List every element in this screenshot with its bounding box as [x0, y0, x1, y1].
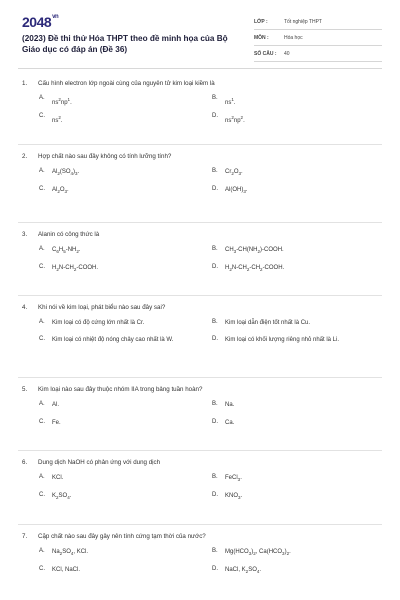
option-text: Kim loại có độ cứng lớn nhất là Cr. — [52, 320, 145, 326]
option-label: D. — [212, 113, 218, 119]
answer-option-c[interactable] — [39, 186, 207, 196]
answer-option-c[interactable] — [39, 264, 207, 274]
answer-option-b[interactable] — [212, 401, 382, 410]
question-stem: Dung dịch NaOH có phản ứng với dung dịch — [38, 459, 161, 466]
option-text: Na. — [225, 402, 235, 408]
header — [0, 0, 400, 62]
question-stem: Cặp chất nào sau đây gây nên tính cứng tạm thời của nước? — [38, 533, 206, 540]
answer-option-a[interactable] — [39, 168, 207, 178]
question-divider — [18, 377, 382, 378]
option-label: C. — [39, 264, 45, 270]
meta-table — [254, 14, 382, 62]
option-text: Kim loại dẫn điện tốt nhất là Cu. — [225, 320, 311, 326]
option-label: D. — [212, 186, 218, 192]
option-label: A. — [39, 548, 45, 554]
option-text: $H_2N-CH_2-CH_2$-COOH. — [225, 265, 285, 273]
option-text: FeCl$_3$. — [225, 475, 242, 483]
question-text — [22, 231, 99, 238]
answer-option-d[interactable] — [212, 113, 382, 126]
option-text: $Cr_2O_3$. — [225, 169, 243, 177]
question-number: 3. — [22, 231, 28, 238]
answer-option-a[interactable] — [39, 246, 207, 256]
option-text: $KNO_3$. — [225, 493, 243, 501]
answer-option-c[interactable] — [39, 419, 207, 428]
site-logo[interactable] — [22, 14, 58, 30]
question-number: 1. — [22, 80, 28, 87]
answer-option-c[interactable] — [39, 113, 207, 126]
option-text: $H_2N-CH_2$-COOH. — [52, 265, 99, 273]
option-label: A. — [39, 168, 45, 174]
question-divider — [18, 144, 382, 145]
answer-option-d[interactable] — [212, 336, 382, 345]
option-label: D. — [212, 419, 218, 425]
option-label: A. — [39, 95, 45, 101]
option-label: B. — [212, 401, 218, 407]
option-text: $C_6H_5-NH_2$. — [52, 247, 81, 255]
answer-option-d[interactable] — [212, 264, 382, 274]
option-text: $ns^2np^1$. — [52, 97, 72, 106]
question-number: 6. — [22, 459, 28, 466]
document-title: (2023) Đề thi thử Hóa THPT theo đề minh họa của Bộ Giáo dục có đáp án (Đề 36) — [22, 34, 228, 54]
question-divider — [18, 295, 382, 296]
option-label: C. — [39, 186, 45, 192]
answer-option-d[interactable] — [212, 186, 382, 196]
option-label: C. — [39, 336, 45, 342]
question-text — [22, 153, 171, 160]
question-text — [22, 459, 160, 466]
option-text: $Na_2SO_4$, KCl. — [52, 549, 89, 557]
option-label: A. — [39, 401, 45, 407]
option-text: NaCl, $K_2SO_4$. — [225, 567, 262, 575]
option-text: $Al_2(SO_4)_3$. — [52, 169, 80, 177]
option-text: Al. — [52, 402, 60, 408]
option-text: $ns^2np^2$. — [225, 115, 245, 124]
meta-label: LỚP : — [254, 18, 268, 25]
option-label: B. — [212, 246, 218, 252]
question-stem: Kim loại nào sau đây thuộc nhóm IIA trong bảng tuần hoàn? — [38, 386, 203, 393]
question-stem: Khi nói về kim loại, phát biểu nào sau đây sai? — [38, 304, 166, 311]
question-number: 5. — [22, 386, 28, 393]
question-divider — [18, 450, 382, 451]
answer-option-a[interactable] — [39, 95, 207, 108]
option-text: Kim loại có nhiệt độ nóng chảy cao nhất là W. — [52, 337, 174, 343]
answer-option-d[interactable] — [212, 566, 382, 576]
option-label: C. — [39, 113, 45, 119]
option-label: A. — [39, 319, 45, 325]
option-text: Ca. — [225, 420, 235, 426]
question-text — [22, 533, 206, 540]
option-label: B. — [212, 474, 218, 480]
meta-value: Hóa học — [284, 34, 303, 41]
question-divider — [18, 524, 382, 525]
question-number: 4. — [22, 304, 28, 311]
option-label: D. — [212, 264, 218, 270]
meta-value: 40 — [284, 50, 290, 57]
answer-option-b[interactable] — [212, 95, 382, 108]
answer-option-b[interactable] — [212, 474, 382, 484]
meta-row-subject — [254, 30, 382, 46]
question-number: 2. — [22, 153, 28, 160]
option-text: $ns^2$. — [52, 115, 63, 124]
option-label: D. — [212, 336, 218, 342]
answer-option-b[interactable] — [212, 246, 382, 256]
question-text — [22, 386, 202, 393]
option-label: A. — [39, 246, 45, 252]
answer-option-c[interactable] — [39, 336, 207, 345]
option-text: Kim loại có khối lượng riêng nhỏ nhất là Li. — [225, 337, 340, 343]
option-label: B. — [212, 548, 218, 554]
answer-option-d[interactable] — [212, 419, 382, 428]
answer-option-a[interactable] — [39, 319, 207, 328]
option-label: A. — [39, 474, 45, 480]
meta-value: Tốt nghiệp THPT — [284, 18, 322, 25]
meta-label: MÔN : — [254, 34, 269, 41]
option-label: B. — [212, 95, 218, 101]
option-label: B. — [212, 168, 218, 174]
option-text: $Al(OH)_3$. — [225, 187, 248, 195]
answer-option-c[interactable] — [39, 566, 207, 575]
option-text: KCl, NaCl. — [52, 567, 81, 573]
answer-option-a[interactable] — [39, 548, 207, 558]
logo-text: 2048 — [22, 14, 52, 30]
option-label: C. — [39, 492, 45, 498]
question-text — [22, 304, 165, 311]
meta-row-class — [254, 14, 382, 30]
option-text: $CH_3-CH(NH_2)$-COOH. — [225, 247, 284, 255]
answer-option-a[interactable] — [39, 401, 207, 410]
option-text: Fe. — [52, 420, 61, 426]
answer-option-b[interactable] — [212, 319, 382, 328]
option-text: $Mg(HCO_3)_2$, $Ca(HCO_3)_2$. — [225, 549, 291, 557]
question-stem: Cấu hình electron lớp ngoài cùng của nguyên tử kim loại kiềm là — [38, 80, 215, 87]
answer-option-d[interactable] — [212, 492, 382, 502]
question-divider — [18, 222, 382, 223]
meta-label: SỐ CÂU : — [254, 50, 277, 57]
answer-option-b[interactable] — [212, 548, 382, 558]
answer-option-c[interactable] — [39, 492, 207, 502]
answer-option-b[interactable] — [212, 168, 382, 178]
option-text: $ns^1$. — [225, 97, 236, 106]
option-label: C. — [39, 419, 45, 425]
question-text — [22, 80, 215, 87]
option-label: D. — [212, 566, 218, 572]
question-stem: Hợp chất nào sau đây không có tính lưỡng tính? — [38, 153, 172, 160]
option-text: $K_2SO_4$. — [52, 493, 72, 501]
header-divider — [18, 68, 382, 69]
option-label: B. — [212, 319, 218, 325]
option-label: D. — [212, 492, 218, 498]
answer-option-a[interactable] — [39, 474, 207, 483]
question-stem: Alanin có công thức là — [38, 231, 100, 238]
option-label: C. — [39, 566, 45, 572]
meta-row-count — [254, 46, 382, 62]
option-text: KCl. — [52, 475, 64, 481]
question-number: 7. — [22, 533, 28, 540]
logo-suffix: vn — [52, 14, 59, 20]
option-text: $Al_2O_3$. — [52, 187, 69, 195]
